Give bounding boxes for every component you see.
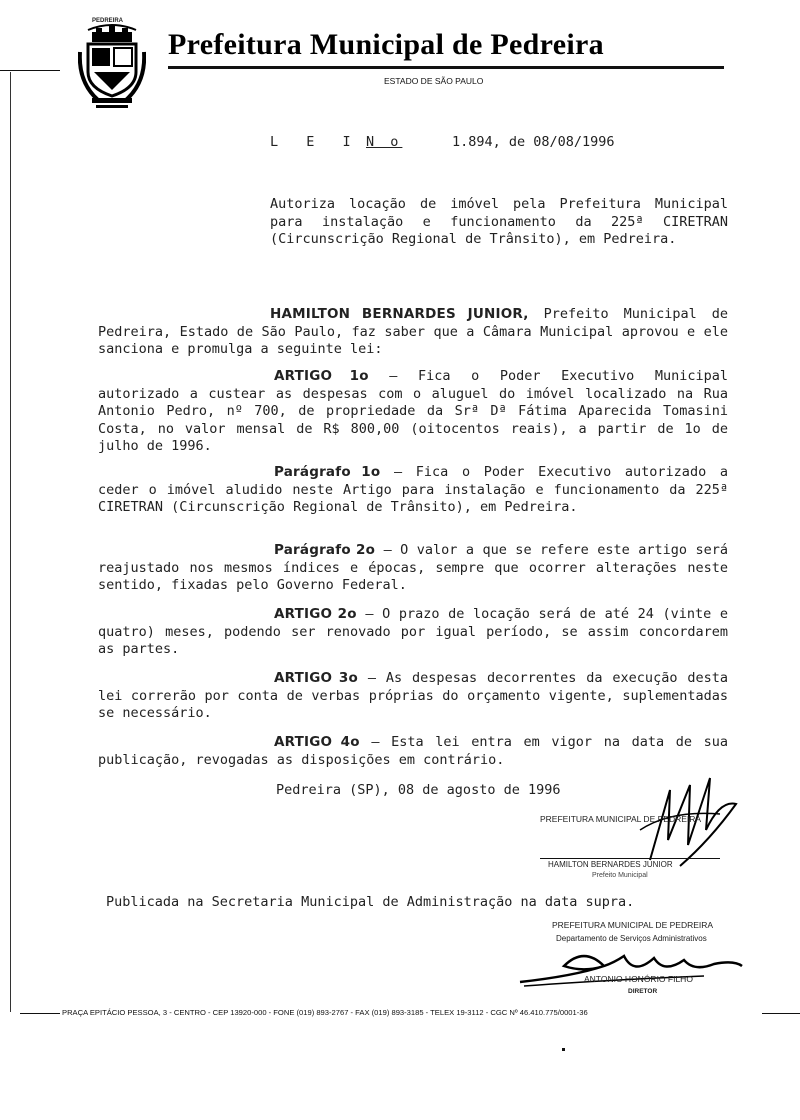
- article-3: [98, 670, 728, 723]
- footer-address: PRAÇA EPITÁCIO PESSOA, 3 - CENTRO - CEP 13920-000 - FONE (019) 893-2767 - FAX (019) 893-3185 - TELEX 19-3112 - CGC Nº 46.410.775/0001-36: [62, 1008, 588, 1017]
- dept-stamp-title: PREFEITURA MUNICIPAL DE PEDREIRA: [552, 920, 714, 930]
- footer-right-rule: [762, 1013, 800, 1014]
- paragraph-2: [98, 542, 728, 595]
- title-underline: [168, 66, 724, 69]
- law-prefix: L E I: [270, 134, 357, 150]
- published-note: Publicada na Secretaria Municipal de Administração na data supra.: [106, 894, 635, 910]
- article-label: Parágrafo 1o: [274, 464, 381, 480]
- article-label: ARTIGO 3o: [274, 670, 358, 686]
- city-seal: [78, 22, 146, 110]
- scan-edge-line: [10, 72, 11, 1012]
- date-line: Pedreira (SP), 08 de agosto de 1996: [276, 782, 561, 798]
- paragraph-1: [98, 464, 728, 517]
- mayor-role: Prefeito Municipal: [592, 872, 648, 879]
- article-1: [98, 368, 728, 456]
- preamble: [98, 306, 728, 359]
- scan-dot: [562, 1048, 565, 1051]
- article-text: – Fica o Poder Executivo autorizado a ceder o imóvel aludido neste Artigo para instalação e funcionamento da 225ª CIRETRAN (Circunscrição Regional de Trânsito), em Pedreira.: [98, 464, 728, 515]
- seal-label: PEDREIRA: [92, 18, 124, 24]
- article-label: ARTIGO 4o: [274, 734, 360, 750]
- director-role: DIRETOR: [628, 988, 658, 995]
- signature-line: [540, 858, 720, 859]
- article-text: – Esta lei entra em vigor na data de sua publicação, revogadas as disposições em contrário.: [98, 734, 728, 768]
- article-text: – O valor a que se refere este artigo será reajustado nos mesmos índices e épocas, sempre que ocorrer alterações neste sentido, fixadas pelo Governo Federal.: [98, 542, 728, 593]
- page-title: Prefeitura Municipal de Pedreira: [168, 28, 604, 61]
- director-signature: [514, 936, 754, 996]
- state-label: ESTADO DE SÃO PAULO: [384, 76, 484, 86]
- left-header-rule: [0, 70, 60, 71]
- dept-stamp-name: Departamento de Serviços Administrativos: [556, 934, 707, 943]
- mayor-name: HAMILTON BERNARDES JUNIOR,: [270, 306, 529, 322]
- director-name: ANTONIO HONÓRIO FILHO: [584, 974, 693, 984]
- article-label: ARTIGO 2o: [274, 606, 357, 622]
- law-number-label: N o: [366, 134, 403, 150]
- article-text: – O prazo de locação será de até 24 (vinte e quatro) meses, podendo ser renovado por igual período, se assim concordarem as partes.: [98, 606, 728, 657]
- article-4: [98, 734, 728, 769]
- article-label: Parágrafo 2o: [274, 542, 376, 558]
- law-number: 1.894, de 08/08/1996: [452, 134, 615, 150]
- ementa: Autoriza locação de imóvel pela Prefeitura Municipal para instalação e funcionamento da 225ª CIRETRAN (Circunscrição Regional de Trânsito), em Pedreira.: [270, 196, 728, 247]
- article-text: – As despesas decorrentes da execução desta lei correrão por conta de verbas próprias do orçamento vigente, suplementadas se necessário.: [98, 670, 728, 721]
- mayor-name-stamp: HAMILTON BERNARDES JUNIOR: [548, 860, 673, 869]
- footer-left-rule: [20, 1013, 60, 1014]
- article-text: – Fica o Poder Executivo Municipal autorizado a custear as despesas com o aluguel do imóvel localizado na Rua Antonio Pedro, nº 700, de propriedade da Srª Dª Fátima Aparecida Tomasini Costa, no valor mensal de R$ 800,00 (oitocentos reais), a partir de 1o de julho de 1996.: [98, 368, 728, 454]
- article-2: [98, 606, 728, 659]
- article-label: ARTIGO 1o: [274, 368, 369, 384]
- preamble-text: Prefeito Municipal de Pedreira, Estado de São Paulo, faz saber que a Câmara Municipal aprovou e ele sanciona e promulga a seguinte lei:: [98, 306, 728, 357]
- mayor-stamp: PREFEITURA MUNICIPAL DE PEDREIRA: [540, 814, 702, 824]
